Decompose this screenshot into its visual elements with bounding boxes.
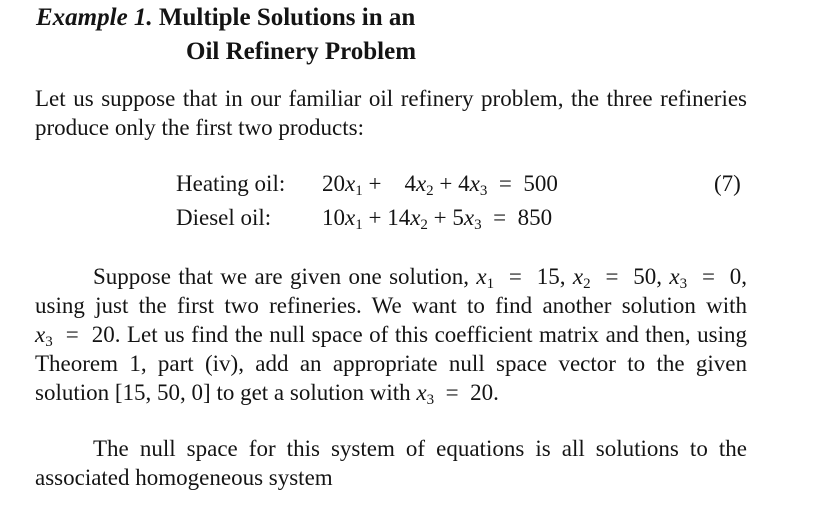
- example-label: Example 1.: [36, 4, 153, 31]
- example-heading: [36, 2, 415, 33]
- diesel-oil-label: Diesel oil:: [176, 205, 272, 230]
- example-title-line2: Oil Refinery Problem: [186, 38, 417, 65]
- equation-number: (7): [714, 171, 741, 196]
- heating-oil-equation: $20x_1$ + $4x_2 + 4x_3 = 500$: [322, 171, 558, 199]
- heating-oil-label: Heating oil:: [176, 171, 286, 196]
- solution-paragraph: Suppose that we are given one solution, $x_1 = 15$, $x_2 = 50$, $x_3 = 0$, using just the first two refineries. We want to find another solution with $x_3 = 20$. Let us find the null space of this coefficient matrix and then, using Theorem 1, part (iv), add an appropriate null space vector to the given solution [15, 50, 0] to get a solution with $x_3 = 20$.: [35, 264, 748, 408]
- example-title-line1: Multiple Solutions in an: [158, 4, 416, 31]
- null-space-paragraph: The null space for this system of equations is all solutions to the associated homogeneous system: [35, 436, 747, 490]
- diesel-oil-equation: $10x_1 + 14x_2 + 5x_3 = 850$: [322, 205, 553, 233]
- intro-paragraph: Let us suppose that in our familiar oil refinery problem, the three refineries produce only the first two products:: [35, 86, 747, 140]
